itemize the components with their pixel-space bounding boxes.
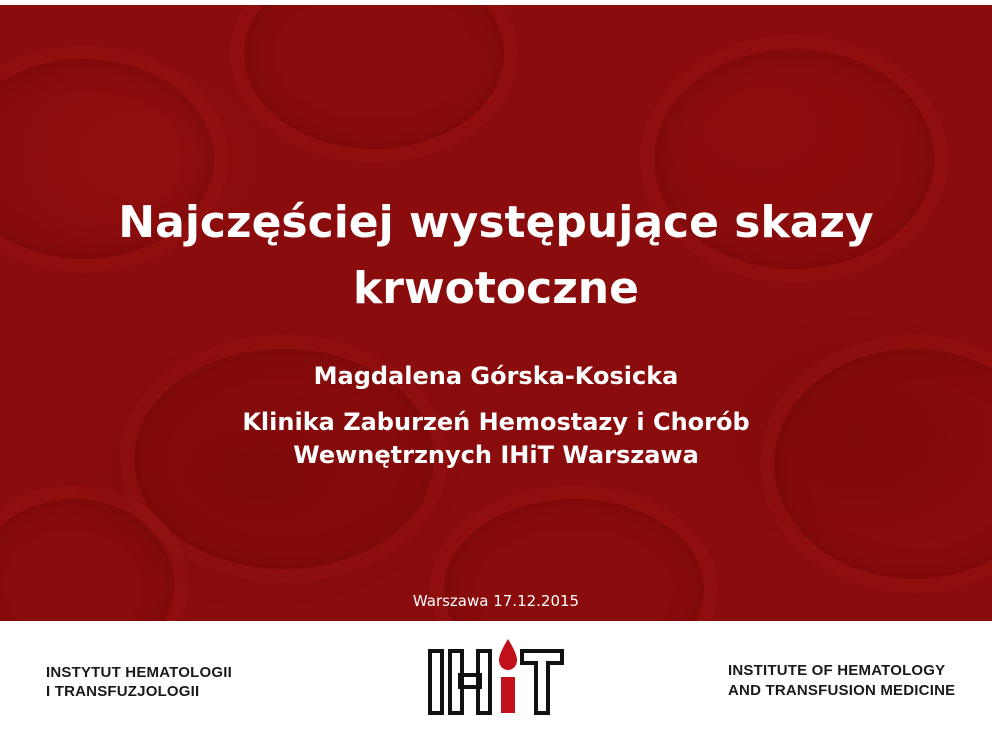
affiliation-line: Wewnętrznych IHiT Warszawa	[293, 441, 699, 469]
slide-title-line: krwotoczne	[353, 263, 639, 314]
slide-title	[40, 190, 952, 322]
affiliation-line: Klinika Zaburzeń Hemostazy i Chorób	[242, 408, 750, 436]
slide-title-line: Najczęściej występujące skazy	[118, 197, 874, 248]
affiliation	[40, 406, 952, 472]
institute-name-english	[728, 661, 955, 701]
institute-name-polish-line: I TRANSFUZJOLOGII	[46, 683, 200, 700]
place-and-date: Warszawa 17.12.2015	[412, 592, 580, 610]
blood-drop-icon	[499, 639, 517, 670]
institute-name-polish-line: INSTYTUT HEMATOLOGII	[46, 664, 232, 681]
institute-name-polish	[46, 663, 232, 701]
blood-cell-shape	[230, 5, 518, 163]
ihit-logo	[428, 637, 566, 721]
institute-name-english-line: AND TRANSFUSION MEDICINE	[728, 682, 956, 699]
author-name: Magdalena Górska-Kosicka	[313, 362, 679, 390]
institute-name-english-line: INSTITUTE OF HEMATOLOGY	[728, 662, 946, 679]
